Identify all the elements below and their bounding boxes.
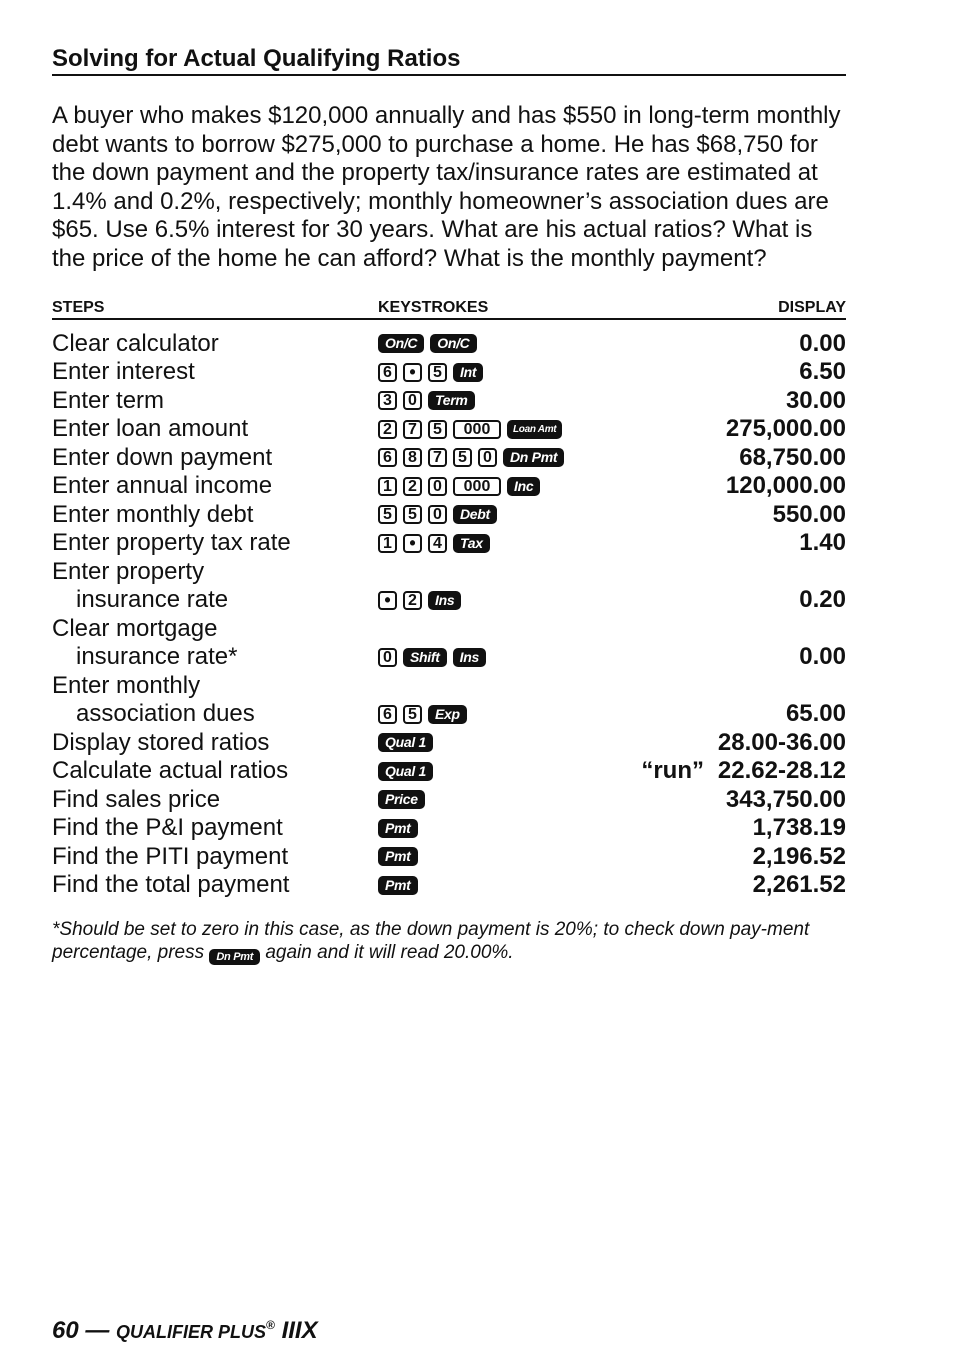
digit-key-icon: • bbox=[378, 591, 397, 610]
table-row bbox=[52, 444, 846, 473]
step-line-1: Calculate actual ratios bbox=[52, 757, 289, 785]
function-key-icon: Loan Amt bbox=[507, 420, 562, 439]
step-label bbox=[52, 672, 378, 729]
table-row bbox=[52, 558, 846, 615]
digit-key-icon: 0 bbox=[378, 648, 397, 667]
table-row bbox=[52, 529, 846, 558]
digit-key-icon: 2 bbox=[378, 420, 397, 439]
digit-key-icon: 2 bbox=[403, 477, 422, 496]
digit-key-icon: 2 bbox=[403, 591, 422, 610]
function-key-icon: Pmt bbox=[378, 819, 418, 838]
table-row bbox=[52, 415, 846, 444]
step-label bbox=[52, 871, 378, 900]
step-line-1: Find sales price bbox=[52, 785, 221, 813]
digit-key-icon: 3 bbox=[378, 391, 397, 410]
keystrokes bbox=[378, 729, 614, 758]
step-line-1: Enter interest bbox=[52, 358, 195, 386]
step-label bbox=[52, 729, 378, 758]
digit-key-icon: 6 bbox=[378, 363, 397, 382]
step-line-1: Find the total payment bbox=[52, 871, 290, 899]
keystrokes bbox=[378, 330, 614, 359]
digit-key-icon: • bbox=[403, 534, 422, 553]
step-line-1: Display stored ratios bbox=[52, 728, 270, 756]
keystrokes-column-header: KEYSTROKES bbox=[378, 298, 489, 316]
display-value: 2,261.52 bbox=[752, 871, 846, 899]
table-row bbox=[52, 330, 846, 359]
step-label bbox=[52, 814, 378, 843]
step-line-2: insurance rate* bbox=[76, 643, 238, 671]
display-value: 0.00 bbox=[799, 329, 846, 357]
table-row bbox=[52, 615, 846, 672]
table-row bbox=[52, 387, 846, 416]
step-label bbox=[52, 444, 378, 473]
display-value: 22.62-28.12 bbox=[717, 757, 846, 785]
digit-key-icon: 5 bbox=[403, 705, 422, 724]
product-name: QUALIFIER PLUS bbox=[116, 1322, 267, 1342]
step-line-1: Enter down payment bbox=[52, 443, 273, 471]
display-value: 2,196.52 bbox=[752, 842, 846, 870]
step-line-1: Enter loan amount bbox=[52, 415, 249, 443]
digit-key-icon: 0 bbox=[403, 391, 422, 410]
dn-pmt-key-icon: Dn Pmt bbox=[209, 949, 260, 965]
step-label bbox=[52, 472, 378, 501]
footnote-text-after: again and it will read 20.00%. bbox=[265, 941, 514, 963]
function-key-icon: Term bbox=[428, 391, 475, 410]
keystrokes bbox=[378, 643, 614, 672]
display-value: 1.40 bbox=[799, 529, 846, 557]
table-row bbox=[52, 814, 846, 843]
function-key-icon: Qual 1 bbox=[378, 762, 433, 781]
display-value: 68,750.00 bbox=[739, 443, 846, 471]
function-key-icon: Qual 1 bbox=[378, 733, 433, 752]
function-key-icon: Pmt bbox=[378, 847, 418, 866]
keystrokes bbox=[378, 529, 614, 558]
table-row bbox=[52, 358, 846, 387]
digit-key-icon: 6 bbox=[378, 448, 397, 467]
keystrokes bbox=[378, 358, 614, 387]
display-value: 6.50 bbox=[799, 358, 846, 386]
digit-key-icon: 5 bbox=[428, 420, 447, 439]
display-value: 1,738.19 bbox=[752, 814, 846, 842]
digit-key-icon: 1 bbox=[378, 477, 397, 496]
steps-column-header: STEPS bbox=[52, 298, 105, 316]
keystrokes bbox=[378, 586, 614, 615]
keystrokes bbox=[378, 501, 614, 530]
step-line-1: Enter monthly bbox=[52, 671, 201, 699]
keystrokes bbox=[378, 786, 614, 815]
step-line-1: Find the PITI payment bbox=[52, 842, 289, 870]
display-value: 0.00 bbox=[799, 643, 846, 671]
keystrokes bbox=[378, 472, 614, 501]
step-label bbox=[52, 615, 378, 672]
function-key-icon: Dn Pmt bbox=[503, 448, 564, 467]
keystrokes bbox=[378, 387, 614, 416]
digit-key-icon: 4 bbox=[428, 534, 447, 553]
keystrokes bbox=[378, 757, 614, 786]
digit-key-icon: 000 bbox=[453, 477, 501, 496]
function-key-icon: Price bbox=[378, 790, 425, 809]
step-line-2: insurance rate bbox=[76, 586, 229, 614]
function-key-icon: Inc bbox=[507, 477, 540, 496]
digit-key-icon: 0 bbox=[428, 477, 447, 496]
step-line-1: Enter property tax rate bbox=[52, 529, 291, 557]
step-line-1: Enter term bbox=[52, 386, 165, 414]
table-row bbox=[52, 871, 846, 900]
table-row bbox=[52, 786, 846, 815]
table-row bbox=[52, 472, 846, 501]
step-line-1: Clear calculator bbox=[52, 329, 219, 357]
digit-key-icon: 5 bbox=[378, 505, 397, 524]
section-heading: Solving for Actual Qualifying Ratios bbox=[52, 44, 846, 76]
table-row bbox=[52, 729, 846, 758]
table-row bbox=[52, 672, 846, 729]
display-value: 0.20 bbox=[799, 586, 846, 614]
function-key-icon: Ins bbox=[453, 648, 486, 667]
step-line-1: Enter annual income bbox=[52, 472, 273, 500]
digit-key-icon: 7 bbox=[428, 448, 447, 467]
display-value: 65.00 bbox=[785, 700, 846, 728]
function-key-icon: On/C bbox=[378, 334, 424, 353]
keystrokes bbox=[378, 415, 614, 444]
table-row bbox=[52, 501, 846, 530]
keystrokes bbox=[378, 444, 614, 473]
table-row bbox=[52, 757, 846, 786]
digit-key-icon: • bbox=[403, 363, 422, 382]
run-indicator: “run” bbox=[641, 757, 704, 785]
digit-key-icon: 5 bbox=[428, 363, 447, 382]
function-key-icon: On/C bbox=[430, 334, 476, 353]
step-label bbox=[52, 558, 378, 615]
digit-key-icon: 1 bbox=[378, 534, 397, 553]
display-value: 550.00 bbox=[772, 500, 846, 528]
function-key-icon: Tax bbox=[453, 534, 490, 553]
step-label bbox=[52, 358, 378, 387]
display-value: 275,000.00 bbox=[725, 415, 846, 443]
step-label bbox=[52, 757, 378, 786]
function-key-icon: Int bbox=[453, 363, 483, 382]
page-number: 60 — bbox=[52, 1317, 110, 1344]
steps-table bbox=[52, 330, 846, 900]
step-label bbox=[52, 843, 378, 872]
step-label bbox=[52, 415, 378, 444]
step-label bbox=[52, 330, 378, 359]
step-label bbox=[52, 529, 378, 558]
digit-key-icon: 5 bbox=[403, 505, 422, 524]
function-key-icon: Ins bbox=[428, 591, 461, 610]
function-key-icon: Debt bbox=[453, 505, 497, 524]
step-line-1: Clear mortgage bbox=[52, 614, 218, 642]
keystrokes bbox=[378, 700, 614, 729]
display-value: 343,750.00 bbox=[725, 785, 846, 813]
function-key-icon: Exp bbox=[428, 705, 467, 724]
step-line-1: Enter monthly debt bbox=[52, 500, 254, 528]
product-model: IIIX bbox=[281, 1317, 318, 1344]
digit-key-icon: 8 bbox=[403, 448, 422, 467]
display-value: 30.00 bbox=[785, 386, 846, 414]
step-label bbox=[52, 501, 378, 530]
table-row bbox=[52, 843, 846, 872]
digit-key-icon: 0 bbox=[428, 505, 447, 524]
step-label bbox=[52, 786, 378, 815]
step-line-1: Find the P&I payment bbox=[52, 814, 283, 842]
registered-mark: ® bbox=[266, 1318, 275, 1332]
step-label bbox=[52, 387, 378, 416]
keystrokes bbox=[378, 814, 614, 843]
manual-page bbox=[52, 44, 846, 984]
digit-key-icon: 0 bbox=[478, 448, 497, 467]
digit-key-icon: 6 bbox=[378, 705, 397, 724]
display-column-header: DISPLAY bbox=[778, 298, 846, 316]
step-line-2: association dues bbox=[76, 700, 255, 728]
keystrokes bbox=[378, 843, 614, 872]
digit-key-icon: 000 bbox=[453, 420, 501, 439]
display-value: 120,000.00 bbox=[725, 472, 846, 500]
footnote bbox=[52, 918, 852, 966]
function-key-icon: Shift bbox=[403, 648, 447, 667]
function-key-icon: Pmt bbox=[378, 876, 418, 895]
page-footer bbox=[52, 1310, 318, 1347]
step-line-1: Enter property bbox=[52, 557, 205, 585]
digit-key-icon: 7 bbox=[403, 420, 422, 439]
table-header bbox=[52, 298, 846, 320]
problem-statement: A buyer who makes $120,000 annually and has $550 in long-term monthly debt wants to borrow $275,000 to purchase a home. He has $68,750 for the down payment and the property tax/insurance rates are estimated at 1.4% and 0.2%, respectively; monthly homeowner’s association dues are $65. Use 6.5% interest for 30 years. What are his actual ratios? What is the price of the home he can afford? What is the monthly payment? bbox=[52, 102, 841, 272]
digit-key-icon: 5 bbox=[453, 448, 472, 467]
keystrokes bbox=[378, 871, 614, 900]
footnote-text-before: *Should be set to zero in this case, as the down payment is 20%; to check down pay-ment percentage, press bbox=[52, 918, 810, 963]
display-value: 28.00-36.00 bbox=[717, 728, 846, 756]
